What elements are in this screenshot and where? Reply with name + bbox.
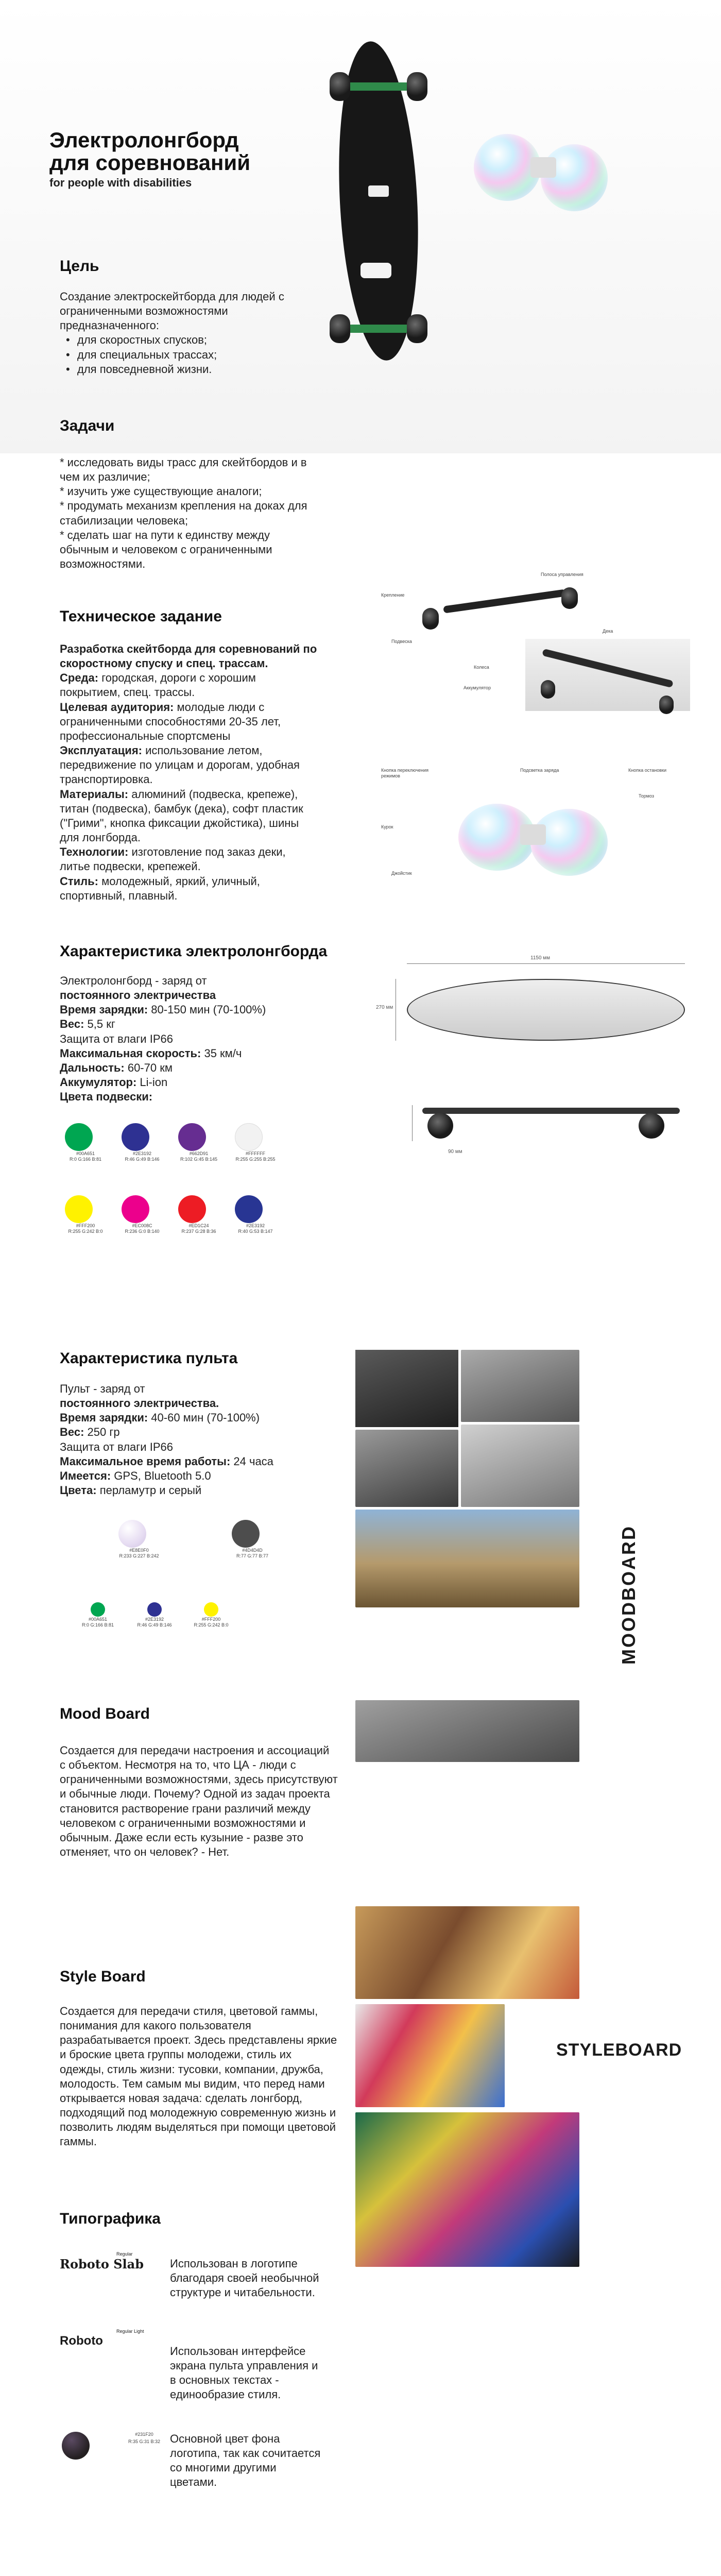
moodboard-section xyxy=(60,1705,338,1859)
styleboard-collage xyxy=(355,1906,695,2267)
swatch-rgb: R:237 G:28 B:36 xyxy=(181,1228,216,1234)
swatch-rgb: R:255 G:255 B:255 xyxy=(235,1156,276,1162)
diagram-label: Кнопка переключения режимов xyxy=(381,768,429,778)
swatch-rgb: R:77 G:77 B:77 xyxy=(236,1553,269,1558)
color-swatch xyxy=(91,1602,105,1617)
swatch-hex: #662D91 xyxy=(189,1151,209,1156)
swatch-rgb: R:102 G:45 B:145 xyxy=(180,1156,218,1162)
diagram-label: Подсветка заряда xyxy=(520,768,559,773)
remote-char-line: Цвета: перламутр и серый xyxy=(60,1484,202,1497)
remote-char-line: Вес: 250 гр xyxy=(60,1426,120,1439)
board-char-line: Электролонгборд - заряд от xyxy=(60,974,207,987)
swatch-rgb: R:255 G:242 B:0 xyxy=(194,1622,229,1628)
color-swatch xyxy=(122,1195,149,1223)
task-item: * сделать шаг на пути к единству между обычным и человеком с ограниченными возможностями. xyxy=(60,528,272,571)
task-item: * продумать механизм крепления на доках для стабилизации человека; xyxy=(60,499,307,527)
remote-char-line: постоянного электричества. xyxy=(60,1397,219,1410)
hero-remote-render xyxy=(474,118,613,222)
board-components-diagram xyxy=(371,562,700,711)
task-item: * исследовать виды трасс для скейтбордов и в чем их различие; xyxy=(60,456,307,484)
dim-width: 270 мм xyxy=(376,1005,393,1010)
swatch-hex: #EC008C xyxy=(132,1223,152,1228)
goal-intro: Создание электроскейтборда для людей с ограниченными возможностями предназначенного: xyxy=(60,290,284,332)
spec-row: Эксплуатация: использование летом, передвижение по улицам и дорогам, удобная транспортировка. xyxy=(60,744,300,786)
font-desc: Использован в логотипе благодаря своей необычной структуре и читабельности. xyxy=(170,2257,319,2299)
dimension-drawing xyxy=(376,948,700,1185)
swatch-hex: #FFF200 xyxy=(201,1617,221,1622)
goal-item: • для повседневной жизни. xyxy=(60,362,328,377)
swatch-rgb: R:46 G:49 B:146 xyxy=(125,1156,160,1162)
font-desc: Использован интерфейсе экрана пульта управления и в основных текстах - единообразие стиля. xyxy=(170,2345,318,2401)
goal-heading: Цель xyxy=(60,258,99,275)
diagram-label: Тормоз xyxy=(639,793,655,799)
dim-height: 90 мм xyxy=(448,1149,462,1155)
tasks-section xyxy=(60,417,317,571)
style-photo xyxy=(355,2004,505,2107)
diagram-label: Крепление xyxy=(381,592,405,598)
goal-item: • для специальных трассах; xyxy=(60,348,328,362)
title-line2: для соревнований xyxy=(49,150,251,175)
spec-row: Материалы: алюминий (подвеска, крепеже), титан (подвеска), бамбук (дека), софт пластик ("Грими", кнопка фиксации джойстика), шины для лонгборда. xyxy=(60,787,303,844)
title-line1: Электролонгборд xyxy=(49,128,239,152)
swatch-hex: #4D4D4D xyxy=(242,1548,263,1553)
spec-row: Технологии: изготовление под заказ деки, литье подвески, крепежей. xyxy=(60,845,286,873)
color-swatch xyxy=(235,1123,263,1151)
swatch-hex: #2E3192 xyxy=(145,1617,164,1622)
color-swatch xyxy=(235,1195,263,1223)
mood-photo xyxy=(355,1510,579,1607)
swatch-hex: #00A651 xyxy=(76,1151,95,1156)
subtitle: for people with disabilities xyxy=(49,176,192,190)
goal-section xyxy=(60,258,328,377)
board-char-line: Вес: 5,5 кг xyxy=(60,1018,115,1031)
diagram-label: Подвеска xyxy=(391,639,412,644)
diagram-label: Джойстик xyxy=(391,871,412,876)
styleboard-text: Создается для передачи стиля, цветовой гаммы, понимания для какого пользователя разрабатывается проект. Здесь представлены яркие и броские цвета группы молодежи, стиль их одежды, стиль жизни: тусовки, компании, дружба, молодость. Тем самым мы видим, что перед нами открывается новая задача: сделать лонгборд, подходящий под молодежную современную жизнь и позволить людям выделяться при помощи цветовой гаммы. xyxy=(60,2005,337,2148)
mood-photo xyxy=(461,1425,579,1507)
color-swatch xyxy=(204,1602,218,1617)
mood-photo xyxy=(355,1700,579,1762)
page-title xyxy=(49,129,317,190)
spec-heading: Техническое задание xyxy=(60,608,222,625)
diagram-label: Дека xyxy=(603,629,613,634)
font-sample-roboto xyxy=(60,2329,163,2348)
board-char-line: Защита от влаги IP66 xyxy=(60,1032,173,1045)
swatch-hex: #E8E0F0 xyxy=(129,1548,149,1553)
color-swatch xyxy=(65,1123,93,1151)
color-swatch xyxy=(178,1195,206,1223)
swatch-hex: #2E3192 xyxy=(132,1151,152,1156)
moodboard-collage xyxy=(355,1350,613,1762)
mood-photo xyxy=(461,1350,579,1422)
font-sample-roboto-slab xyxy=(60,2251,163,2272)
swatch-rgb: R:46 G:49 B:146 xyxy=(137,1622,172,1628)
diagram-label: Полоса управления xyxy=(541,572,583,577)
mood-photo xyxy=(355,1350,458,1427)
swatch-hex: #2E3192 xyxy=(246,1223,265,1228)
swatch-hex: #FFF200 xyxy=(76,1223,95,1228)
styleboard-heading: Style Board xyxy=(60,1968,146,1985)
remote-char-line: Пульт - заряд от xyxy=(60,1382,145,1395)
remote-char-section xyxy=(60,1350,338,1498)
swatch-rgb: R:40 G:53 B:147 xyxy=(238,1228,273,1234)
spec-row: Стиль: молодежный, яркий, уличный, спортивный, плавный. xyxy=(60,874,260,902)
mood-photo xyxy=(355,1430,458,1507)
remote-char-line: Имеется: GPS, Bluetooth 5.0 xyxy=(60,1469,211,1482)
swatch-rgb: R:0 G:166 B:81 xyxy=(69,1156,102,1162)
swatch-hex: #ED1C24 xyxy=(188,1223,209,1228)
swatch-rgb: R:35 G:31 B:32 xyxy=(128,2439,161,2444)
tasks-heading: Задачи xyxy=(60,417,115,434)
spec-section xyxy=(60,608,317,903)
typography-heading: Типографика xyxy=(60,2210,161,2227)
styleboard-side-label: STYLEBOARD xyxy=(556,2040,682,2060)
remote-char-line: Максимальное время работы: 24 часа xyxy=(60,1454,273,1468)
bg-color-swatch xyxy=(62,2432,165,2460)
remote-color-swatches xyxy=(77,1520,294,1685)
swatch-rgb: R:255 G:242 B:0 xyxy=(68,1228,103,1234)
remote-char-line: Защита от влаги IP66 xyxy=(60,1440,173,1453)
style-photo xyxy=(355,2112,579,2267)
board-char-line: Дальность: 60-70 км xyxy=(60,1061,173,1074)
board-char-line: Максимальная скорость: 35 км/ч xyxy=(60,1046,242,1060)
color-swatch xyxy=(62,2432,90,2460)
font-style: Regular xyxy=(116,2251,133,2257)
moodboard-side-label: MOODBOARD xyxy=(618,1525,639,1665)
board-char-line: постоянного электричества xyxy=(60,989,216,1002)
color-swatch xyxy=(122,1123,149,1151)
moodboard-text: Создается для передачи настроения и ассоциаций с объектом. Несмотря на то, что ЦА - люди с ограниченными возможностями, здесь присутствуют и обычные люди. Почему? Одной из задач проекта становится растворение грани различий между человеком с ограниченными возможностями и обычным. Даже если есть кузыние - разве это отменяет, что он человек? - Нет. xyxy=(60,1744,338,1859)
bg-color-desc: Основной цвет фона логотипа, так как сочитается со многими другими цветами. xyxy=(170,2432,321,2489)
hero-longboard-render xyxy=(319,21,438,381)
spec-row: Целевая аудитория: молодые люди с ограниченными способностями 20-35 лет, профессиональные спортсмены xyxy=(60,700,281,742)
swatch-rgb: R:236 G:0 B:140 xyxy=(125,1228,160,1234)
swatch-hex: #00A651 xyxy=(88,1617,108,1622)
swatch-rgb: R:233 G:227 B:242 xyxy=(119,1553,159,1558)
diagram-label: Кнопка остановки xyxy=(628,768,666,773)
color-swatch xyxy=(118,1520,146,1548)
swatch-hex: #FFFFFF xyxy=(246,1151,265,1156)
goal-item: • для скоростных спусков; xyxy=(60,333,328,347)
board-char-section xyxy=(60,943,348,1104)
spec-lead: Разработка скейтборда для соревнований по скоростному спуску и спец. трассам. xyxy=(60,642,317,670)
color-swatch xyxy=(232,1520,260,1548)
styleboard-section xyxy=(60,1968,338,2149)
remote-components-diagram xyxy=(381,768,700,907)
board-char-line: Время зарядки: 80-150 мин (70-100%) xyxy=(60,1003,266,1016)
board-char-line: Цвета подвески: xyxy=(60,1090,153,1104)
board-char-line: Аккумулятор: Li-ion xyxy=(60,1076,168,1089)
font-name: Roboto xyxy=(60,2334,103,2348)
diagram-label: Колеса xyxy=(474,665,489,670)
font-style: Regular Light xyxy=(116,2329,144,2334)
style-photo xyxy=(355,1906,579,1999)
typography-section xyxy=(60,2210,348,2228)
remote-char-line: Время зарядки: 40-60 мин (70-100%) xyxy=(60,1411,260,1425)
color-swatch xyxy=(65,1195,93,1223)
remote-char-heading: Характеристика пульта xyxy=(60,1350,238,1367)
diagram-label: Курок xyxy=(381,824,393,829)
task-item: * изучить уже существующие аналоги; xyxy=(60,485,262,498)
spec-row: Среда: городская, дороги с хорошим покрытием, спец. трассы. xyxy=(60,671,256,699)
board-color-swatches xyxy=(60,1123,286,1257)
color-swatch xyxy=(147,1602,162,1617)
swatch-rgb: R:0 G:166 B:81 xyxy=(81,1622,114,1628)
swatch-hex: #231F20 xyxy=(135,2432,153,2437)
moodboard-heading: Mood Board xyxy=(60,1705,150,1722)
diagram-label: Аккумулятор xyxy=(464,685,491,690)
dim-length: 1150 мм xyxy=(530,955,551,961)
color-swatch xyxy=(178,1123,206,1151)
font-name: Roboto Slab xyxy=(60,2257,144,2272)
board-char-heading: Характеристика электролонгборда xyxy=(60,943,328,960)
